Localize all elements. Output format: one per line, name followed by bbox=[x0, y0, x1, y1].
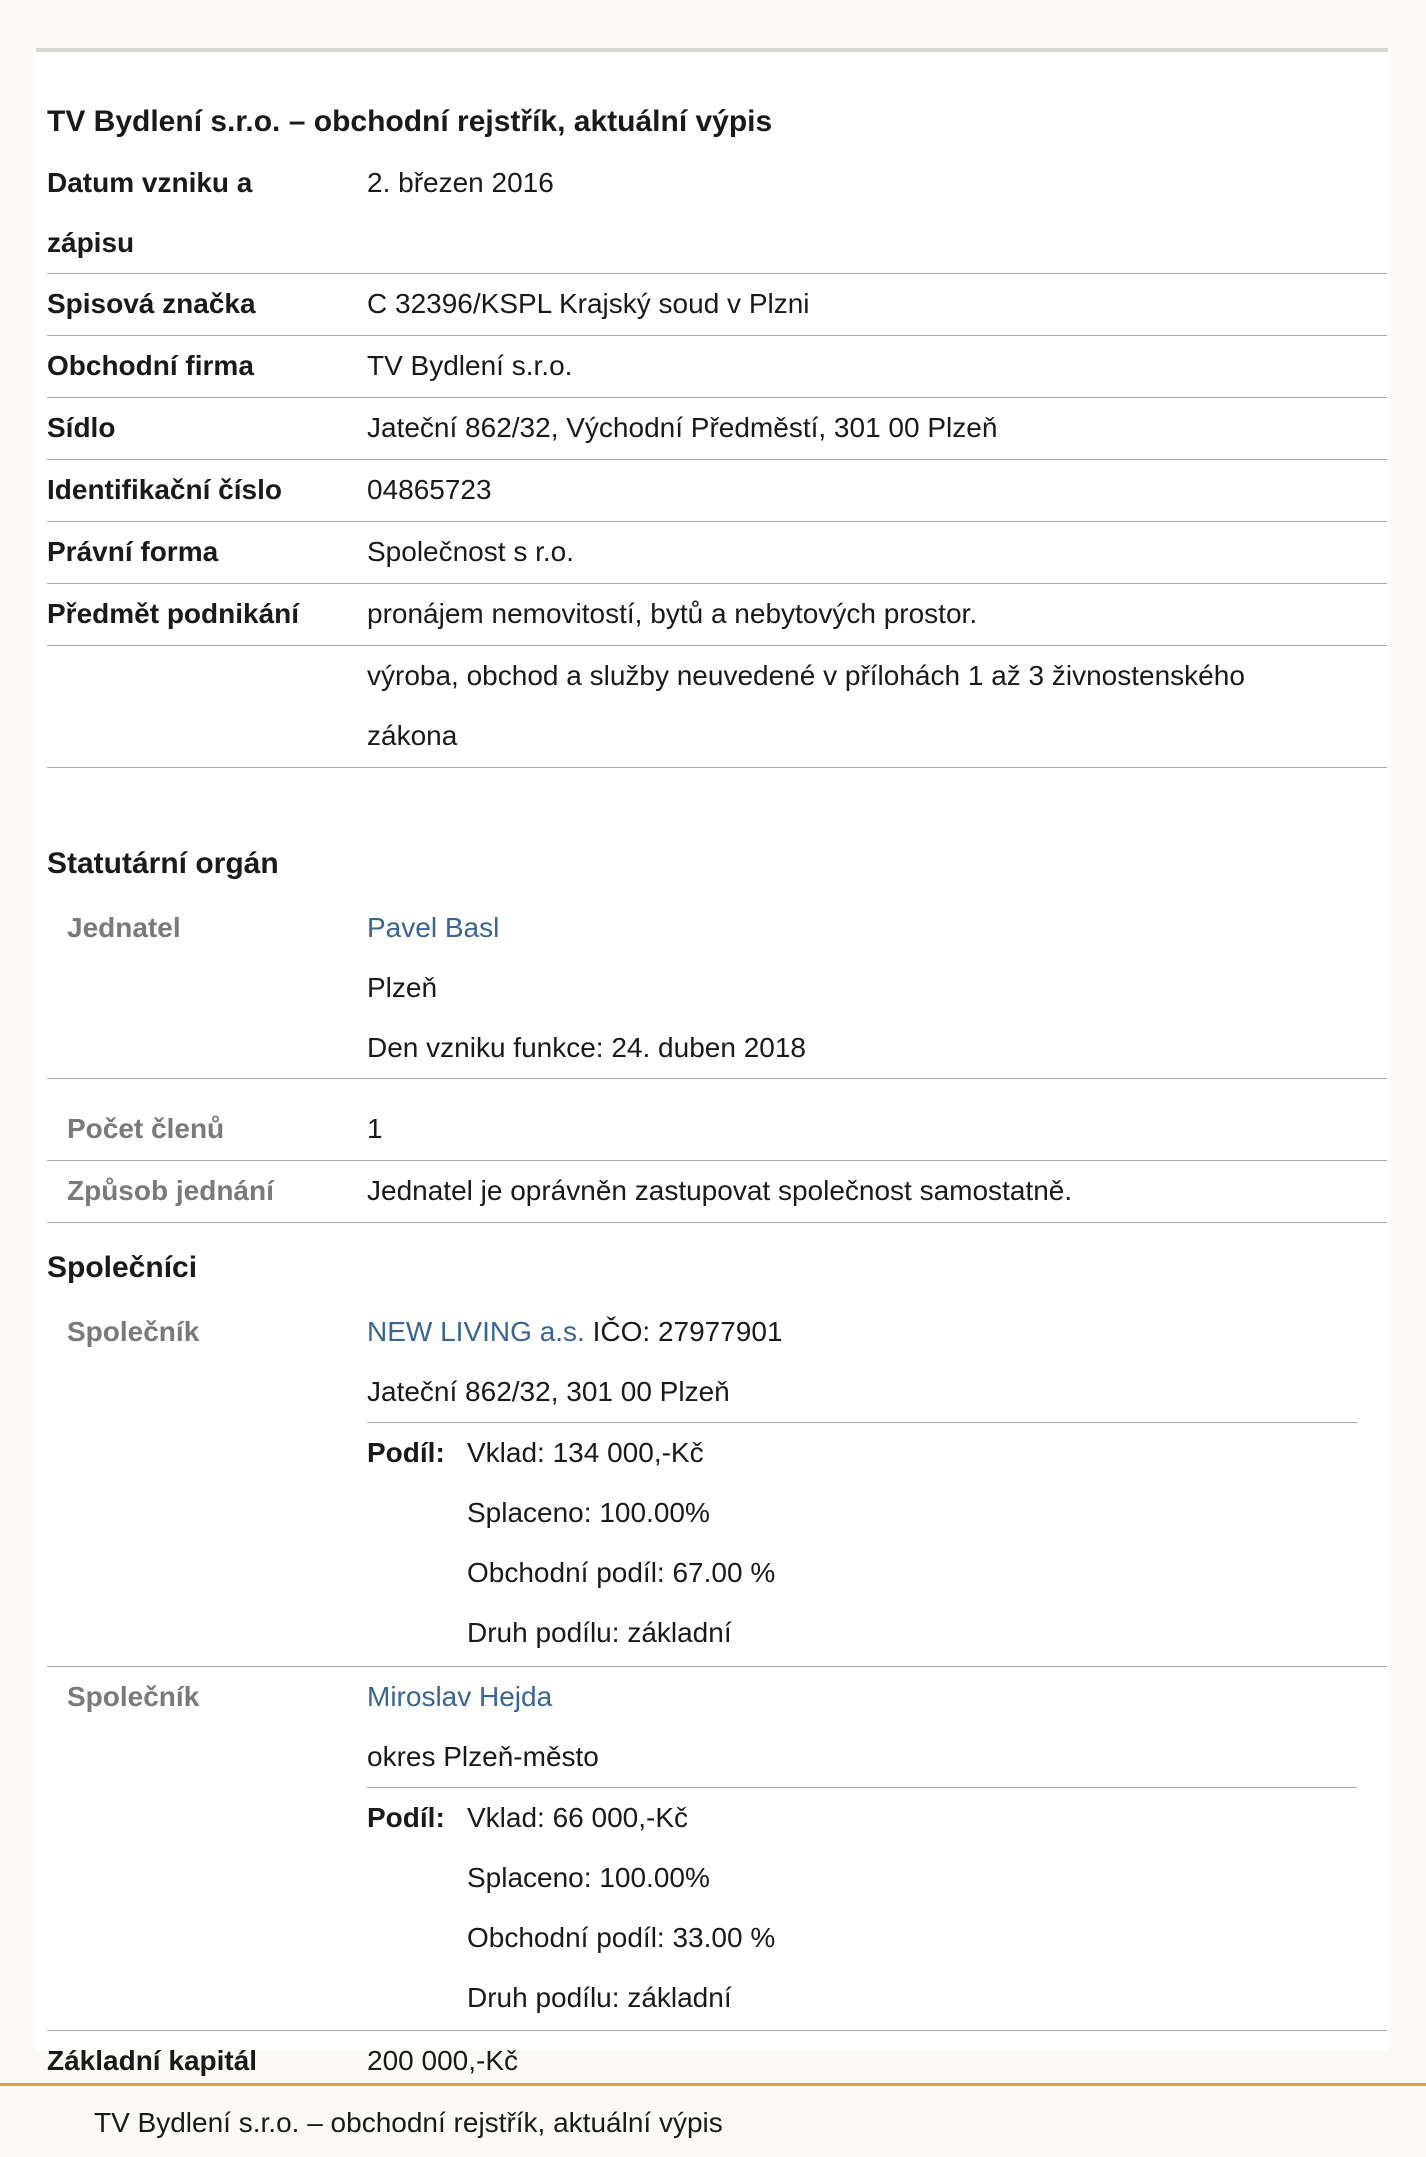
row-value: 04865723 bbox=[367, 474, 492, 505]
podil-druh: Druh podílu: základní bbox=[467, 1617, 732, 1648]
label-line: zápisu bbox=[47, 227, 135, 258]
podil-block bbox=[367, 1787, 1357, 2028]
row-obchodni-firma bbox=[47, 336, 1387, 398]
row-spolecnik bbox=[47, 1302, 1387, 1667]
row-label bbox=[47, 153, 347, 273]
row-zpusob-jednani bbox=[47, 1161, 1387, 1223]
row-value: TV Bydlení s.r.o. bbox=[367, 350, 573, 381]
spolecnik-address: Jateční 862/32, 301 00 Plzeň bbox=[367, 1376, 730, 1407]
spolecnik-name-link[interactable]: NEW LIVING a.s. bbox=[367, 1316, 585, 1347]
jednatel-name-link[interactable]: Pavel Basl bbox=[367, 912, 500, 943]
row-value: C 32396/KSPL Krajský soud v Plzni bbox=[367, 288, 810, 319]
podil-splaceno: Splaceno: 100.00% bbox=[467, 1497, 710, 1528]
podil-label: Podíl: bbox=[367, 1802, 445, 1833]
row-value bbox=[367, 646, 1245, 766]
row-sidlo bbox=[47, 398, 1387, 460]
row-label: Spisová značka bbox=[47, 288, 256, 319]
podil-vklad: Vklad: 134 000,-Kč bbox=[467, 1437, 704, 1468]
row-spisova-znacka bbox=[47, 274, 1387, 336]
row-predmet-podnikani-2 bbox=[47, 646, 1387, 768]
page-title: TV Bydlení s.r.o. – obchodní rejstřík, aktuální výpis bbox=[47, 105, 773, 138]
row-predmet-podnikani bbox=[47, 584, 1387, 646]
row-label: Identifikační číslo bbox=[47, 474, 282, 505]
value-line: výroba, obchod a služby neuvedené v přílohách 1 až 3 živnostenského bbox=[367, 660, 1245, 691]
podil-obchodni: Obchodní podíl: 67.00 % bbox=[467, 1557, 776, 1588]
row-jednatel bbox=[47, 898, 1387, 1079]
spolecnik-address: okres Plzeň-město bbox=[367, 1741, 599, 1772]
jednatel-since: Den vzniku funkce: 24. duben 2018 bbox=[367, 1032, 806, 1063]
row-value: 2. březen 2016 bbox=[367, 167, 554, 198]
row-label: Jednatel bbox=[67, 912, 181, 943]
row-label: Právní forma bbox=[47, 536, 219, 567]
row-datum-vzniku bbox=[47, 153, 1387, 274]
row-label: Společník bbox=[67, 1681, 200, 1712]
row-value: Společnost s r.o. bbox=[367, 536, 575, 567]
row-label: Společník bbox=[67, 1316, 200, 1347]
page-footer bbox=[0, 2083, 1426, 2157]
row-spolecnik bbox=[47, 1667, 1387, 2031]
row-label: Sídlo bbox=[47, 412, 116, 443]
section-statutarni-organ: Statutární orgán bbox=[47, 847, 279, 880]
value-line: zákona bbox=[367, 720, 458, 751]
footer-title: TV Bydlení s.r.o. – obchodní rejstřík, aktuální výpis bbox=[94, 2107, 723, 2138]
podil-obchodni: Obchodní podíl: 33.00 % bbox=[467, 1922, 776, 1953]
podil-druh: Druh podílu: základní bbox=[467, 1982, 732, 2013]
row-value: Jateční 862/32, Východní Předměstí, 301 00 Plzeň bbox=[367, 412, 998, 443]
row-label: Základní kapitál bbox=[47, 2045, 258, 2076]
row-value: 1 bbox=[367, 1113, 383, 1144]
row-value: Jednatel je oprávněn zastupovat společnost samostatně. bbox=[367, 1175, 1073, 1206]
row-label: Obchodní firma bbox=[47, 350, 254, 381]
row-label: Předmět podnikání bbox=[47, 598, 300, 629]
row-pravni-forma bbox=[47, 522, 1387, 584]
row-value bbox=[367, 1302, 783, 1422]
row-pocet-clenu bbox=[47, 1099, 1387, 1161]
row-label: Počet členů bbox=[67, 1113, 225, 1144]
row-value bbox=[367, 898, 806, 1078]
row-value: pronájem nemovitostí, bytů a nebytových prostor. bbox=[367, 598, 978, 629]
register-card bbox=[36, 48, 1388, 2076]
row-identifikacni-cislo bbox=[47, 460, 1387, 522]
row-value: 200 000,-Kč bbox=[367, 2045, 518, 2076]
section-spolecnici: Společníci bbox=[47, 1251, 198, 1284]
spolecnik-ico: IČO: 27977901 bbox=[584, 1316, 783, 1347]
podil-values bbox=[467, 1788, 775, 2028]
spolecnik-name-link[interactable]: Miroslav Hejda bbox=[367, 1681, 553, 1712]
podil-values bbox=[467, 1423, 775, 1663]
row-label: Způsob jednání bbox=[67, 1175, 274, 1206]
row-value bbox=[367, 1667, 599, 1787]
podil-label: Podíl: bbox=[367, 1437, 445, 1468]
podil-vklad: Vklad: 66 000,-Kč bbox=[467, 1802, 689, 1833]
podil-block bbox=[367, 1422, 1357, 1663]
jednatel-city: Plzeň bbox=[367, 972, 438, 1003]
podil-splaceno: Splaceno: 100.00% bbox=[467, 1862, 710, 1893]
label-line: Datum vzniku a bbox=[47, 167, 253, 198]
